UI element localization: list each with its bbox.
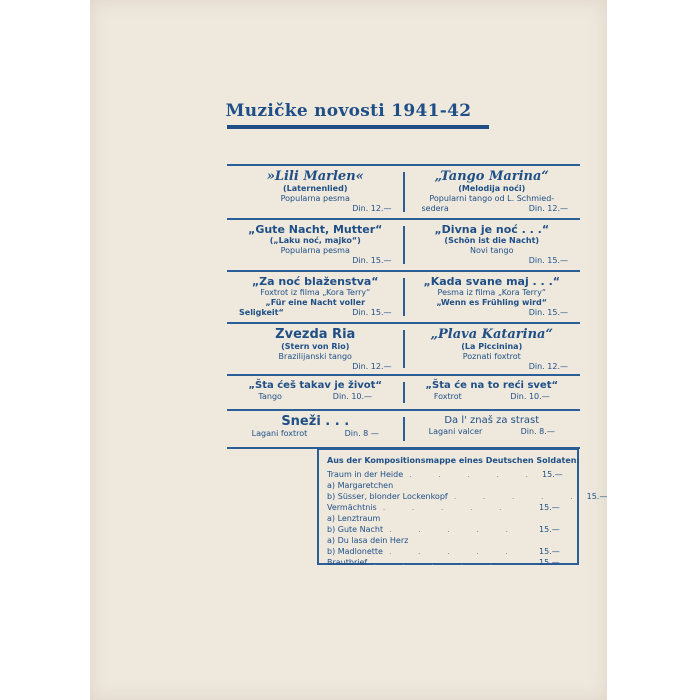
song-entry (404, 411, 581, 447)
song-description: Foxtrot iz filma „Kora Terry“ (260, 288, 371, 297)
leader-dots: . . . . . (388, 547, 520, 556)
song-title: „Za noć blaženstva“ (251, 275, 379, 288)
song-entry (404, 220, 581, 270)
title-underline (227, 125, 489, 129)
song-description: sedera (421, 204, 449, 213)
song-subtitle: (Stern von Rio) (281, 342, 350, 351)
song-price: Din. 15.— (528, 256, 568, 265)
leader-dots: . . . . . (382, 503, 514, 512)
leader-dots: . . . . . (389, 525, 520, 534)
song-subtitle: (Laternenlied) (283, 184, 348, 193)
song-subtitle: (Melodija noći) (458, 184, 526, 193)
composition-item (327, 469, 569, 480)
composition-item (327, 480, 569, 491)
composition-item (327, 513, 569, 524)
song-entry (404, 376, 581, 409)
leader-dots: . . . . . (453, 492, 585, 501)
song-title: Sneži . . . (281, 414, 350, 429)
song-price: Din. 8.— (520, 427, 555, 436)
song-title: „Gute Nacht, Mutter“ (248, 223, 383, 236)
song-price: Din. 15.— (528, 308, 568, 317)
song-description: Lagani foxtrot (251, 429, 308, 438)
song-description: Novi tango (470, 246, 514, 255)
song-description: Popularni tango od L. Schmied- (429, 194, 555, 203)
composition-item (327, 502, 569, 513)
song-price: Din. 12.— (352, 204, 392, 213)
catalog-page (90, 0, 607, 700)
leader-dots: . . . . . (409, 470, 541, 479)
song-description: „Wenn es Frühling wird“ (436, 298, 548, 307)
song-entry (227, 272, 404, 322)
leader-dots: . . . . . (373, 558, 505, 567)
page-title: Muzičke novosti 1941-42 (225, 101, 472, 121)
compositions-heading: Aus der Kompositionsmappe eines Deutschen Soldaten: (327, 456, 580, 465)
song-entry (227, 220, 404, 270)
song-title: „Plava Katarina“ (430, 327, 553, 342)
song-price: Din. 10.— (510, 392, 550, 401)
song-description: Popularna pesma (280, 194, 350, 203)
composition-item (327, 557, 569, 568)
composition-item (327, 546, 569, 557)
composition-name: Vermächtnis (327, 503, 377, 512)
song-price: Din. 12.— (352, 362, 392, 371)
composition-item (327, 535, 569, 546)
song-description: Popularna pesma (280, 246, 350, 255)
composition-name: Brautbrief (327, 558, 368, 567)
composition-name: a) Margaretchen (327, 481, 394, 490)
song-row (227, 376, 580, 411)
song-description: Tango (258, 392, 282, 401)
song-description: Lagani valcer (428, 427, 483, 436)
composition-price: 15.— (586, 492, 608, 501)
song-title: „Kada svane maj . . .“ (423, 275, 560, 288)
song-title: „Tango Marina“ (434, 169, 549, 184)
song-price: Din. 12.— (528, 362, 568, 371)
song-title: Zvezda Ria (275, 327, 356, 342)
composition-name: b) Gute Nacht (327, 525, 384, 534)
song-price: Din. 15.— (352, 256, 392, 265)
song-entry (227, 324, 404, 374)
song-entry (227, 411, 404, 447)
song-price: Din. 12.— (528, 204, 568, 213)
song-title: „Divna je noć . . .“ (434, 223, 550, 236)
song-entry (404, 166, 581, 218)
song-description: Foxtrot (433, 392, 462, 401)
composition-name: a) Du lasa dein Herz (327, 536, 409, 545)
song-entry (404, 272, 581, 322)
composition-name: b) Madlonette (327, 547, 383, 556)
song-title: „Šta će na to reći svet“ (425, 380, 559, 391)
song-description: Seligkeit“ (239, 308, 284, 317)
composition-price: 15.— (539, 503, 560, 512)
composition-name: b) Süsser, blonder Lockenkopf (327, 492, 448, 501)
song-subtitle: (La Piccinina) (461, 342, 523, 351)
song-subtitle: („Laku noć, majko“) (269, 236, 361, 245)
song-price: Din. 10.— (332, 392, 373, 401)
song-row (227, 272, 580, 324)
song-description: Poznati foxtrot (462, 352, 521, 361)
song-table (227, 164, 580, 449)
song-subtitle: (Schön ist die Nacht) (444, 236, 540, 245)
composition-price: 15.— (539, 547, 560, 556)
song-row (227, 324, 580, 376)
composition-name: Traum in der Heide (327, 470, 404, 479)
compositions-box (317, 448, 608, 567)
song-description: „Für eine Nacht voller (265, 298, 366, 307)
song-entry (227, 376, 404, 409)
song-row (227, 220, 580, 272)
song-row (227, 411, 580, 449)
composition-item (327, 491, 608, 502)
song-description: Brazilijanski tango (278, 352, 352, 361)
song-price: Din. 15.— (352, 308, 392, 317)
song-description: Pesma iz filma „Kora Terry“ (437, 288, 546, 297)
composition-price: 15.— (542, 470, 563, 479)
composition-name: a) Lenztraum (327, 514, 381, 523)
song-title: „Šta ćeš takav je život“ (248, 380, 383, 391)
composition-price: 15.— (539, 558, 560, 567)
composition-item (327, 524, 569, 535)
song-title: Da l' znaš za strast (444, 415, 540, 426)
song-row (227, 166, 580, 220)
song-title: »Lili Marlen« (266, 169, 364, 184)
song-price: Din. 8 — (344, 429, 379, 438)
composition-price: 15.— (539, 525, 560, 534)
song-entry (404, 324, 581, 374)
song-entry (227, 166, 404, 218)
